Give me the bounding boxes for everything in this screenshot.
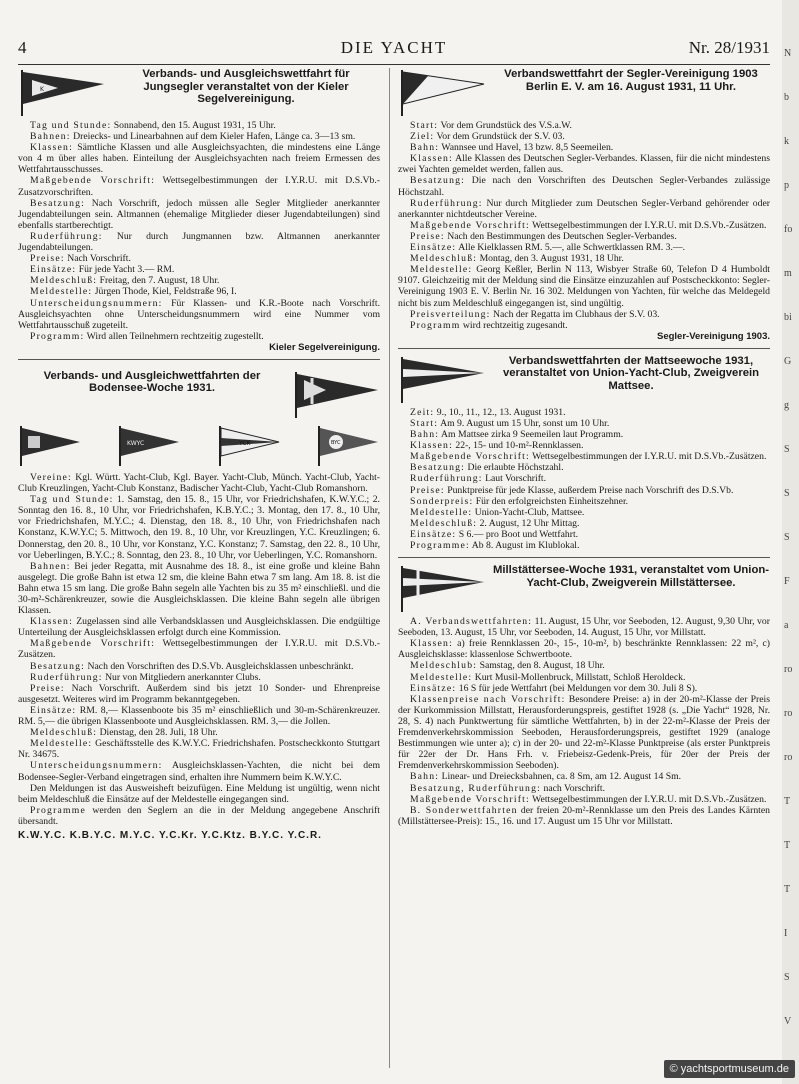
paragraph-text: Zugelassen sind alle Verbandsklassen und Ausgleichsklassen. Die endgültige Unterteilung der Ausgleichsklassen erfolgt durch eine Kommission. xyxy=(18,616,380,639)
byc-flag-label: BYC xyxy=(330,439,341,446)
strip-fragment: V xyxy=(784,1016,792,1027)
paragraph-text: Wettsegelbestimmungen der I.Y.R.U. mit D.S.Vb.-Zusätzen. xyxy=(529,451,767,463)
strip-fragment: bi xyxy=(784,312,792,323)
paragraph-text: Die nach den Vorschriften des Deutschen Segler-Verbandes zulässige Höchstzahl. xyxy=(398,175,770,198)
paragraph-label: Klassen: xyxy=(410,153,453,165)
paragraph-text: Vor dem Grundstück der S.V. 03. xyxy=(434,131,565,143)
paragraph-text: Nach Vorschrift, jedoch müssen alle Segler Mitglieder anerkannter Jugendabteilungen sein. Altmannen (ehemalige Mitglieder dieser Jugendabteilungen) sind ebenfalls startberechtigt. xyxy=(18,197,380,231)
paragraph-label: Meldeschluß: xyxy=(410,253,478,265)
berlin-paragraph xyxy=(398,120,770,131)
kiel-paragraph xyxy=(18,175,380,197)
paragraph-label: Preise: xyxy=(410,484,445,496)
mattsee-paragraph xyxy=(398,473,770,484)
millstatt-paragraph xyxy=(398,638,770,660)
millstatt-title: Millstättersee-Woche 1931, veranstaltet vom Union-Yacht-Club, Zweigverein Millstättersee. xyxy=(492,564,770,589)
paragraph-text: Wettsegelbestimmungen der I.Y.R.U. mit D.S.Vb.-Zusätzen. xyxy=(529,219,767,231)
kbyc-pennant-flag xyxy=(292,370,380,420)
paragraph-label: Meldestelle: xyxy=(410,264,473,276)
section-berlin xyxy=(398,68,770,342)
paragraph-label: Einsätze: xyxy=(410,682,457,694)
paragraph-text: Wettsegelbestimmungen der I.Y.R.U. mit D.S.Vb.-Zusätzen. xyxy=(18,638,380,661)
strip-fragment: ro xyxy=(784,752,793,763)
strip-fragment: a xyxy=(784,620,789,631)
paragraph-text: Am Mattsee zirka 9 Seemeilen laut Programm. xyxy=(439,429,624,441)
bodensee-paragraph xyxy=(18,616,380,638)
paragraph-text: 2. August, 12 Uhr Mittag. xyxy=(477,517,580,529)
kiel-paragraph xyxy=(18,264,380,275)
bodensee-paragraph xyxy=(18,672,380,683)
paragraph-text: Dienstag, den 28. Juli, 18 Uhr. xyxy=(97,727,218,739)
berlin-paragraph xyxy=(398,220,770,231)
svg-text:K: K xyxy=(40,86,44,93)
paragraph-label: Klassen: xyxy=(410,638,453,650)
berlin-paragraph xyxy=(398,198,770,220)
section-kiel xyxy=(18,68,380,353)
strip-fragment: S xyxy=(784,488,790,499)
paragraph-text: 16 S für jede Wettfahrt (bei Meldungen vor dem 30. Juli 8 S). xyxy=(456,682,698,694)
paragraph-label: Klassen: xyxy=(30,142,73,154)
paragraph-text: 11. August, 15 Uhr, vor Seeboden, 12. August, 9,30 Uhr, vor Seeboden, 13. August, 15 Uhr, vor Seeboden, 14. August, 15 Uhr, vor Millstatt. xyxy=(398,616,770,639)
strip-fragment: b xyxy=(784,92,789,103)
paragraph-label: A. Verbandswettfahrten: xyxy=(410,616,533,628)
bodensee-flag-row xyxy=(18,424,380,468)
paragraph-label: Meldestelle: xyxy=(410,671,473,683)
paragraph-label: Einsätze: xyxy=(410,528,457,540)
paragraph-label: Ruderführung: xyxy=(410,197,483,209)
paragraph-text: Kgl. Württ. Yacht-Club, Kgl. Bayer. Yacht-Club, Münch. Yacht-Club, Yacht-Club Kreuzlingen, Yacht-Club Konstanz, Badischer Yacht-Club, Yacht-Club Romanshorn. xyxy=(18,471,380,495)
paragraph-label: Meldeschluß: xyxy=(30,275,98,287)
paragraph-text: Montag, den 3. August 1931, 18 Uhr. xyxy=(477,253,624,265)
paragraph-label: Tag und Stunde: xyxy=(30,494,114,506)
paragraph-text: Union-Yacht-Club, Mattsee. xyxy=(472,506,585,518)
bodensee-paragraph xyxy=(18,760,380,782)
divider xyxy=(398,348,770,349)
paragraph-label: Besatzung: xyxy=(410,462,466,474)
paragraph-label: Klassen: xyxy=(410,440,453,452)
paragraph-label: Tag und Stunde: xyxy=(30,120,112,131)
bodensee-clubs-line: K.W.Y.C. K.B.Y.C. M.Y.C. Y.C.Kr. Y.C.Ktz. B.Y.C. Y.C.R. xyxy=(18,829,322,841)
kiel-paragraph xyxy=(18,253,380,264)
millstatt-paragraph xyxy=(398,683,770,694)
paragraph-text: Nach den Vorschriften des D.S.Vb. Ausgleichsklassen unbeschränkt. xyxy=(85,660,354,672)
berlin-paragraph xyxy=(398,175,770,197)
bodensee-paragraph xyxy=(18,805,380,827)
paragraph-label: Preise: xyxy=(410,230,445,242)
millstatt-paragraph xyxy=(398,805,770,827)
strip-fragment: p xyxy=(784,180,789,191)
berlin-paragraph xyxy=(398,309,770,320)
paragraph-text: Nur durch Mitglieder zum Deutschen Segler-Verband gehörender oder anerkannter nichtdeutscher Vereine. xyxy=(398,197,770,220)
issue-number: Nr. 28/1931 xyxy=(688,38,770,57)
paragraph-text: Den Meldungen ist das Ausweisheft beizufügen. Eine Meldung ist ungültig, wenn nicht beim Meldeschluß die Einsätze auf der Meldestelle eingegangen sind. xyxy=(18,782,380,805)
mycc-pennant-flag xyxy=(18,424,82,468)
masthead-title: DIE YACHT xyxy=(340,38,448,57)
paragraph-text: werden den Seglern an die in der Meldung angegebene Anschrift übersandt. xyxy=(18,804,380,827)
strip-fragment: S xyxy=(784,532,790,543)
left-column xyxy=(18,68,380,1068)
strip-fragment: ro xyxy=(784,708,793,719)
strip-fragment: I xyxy=(784,928,788,939)
bodensee-paragraph xyxy=(18,738,380,760)
paragraph-text: Die erlaubte Höchstzahl. xyxy=(465,462,564,474)
mattsee-paragraph xyxy=(398,496,770,507)
paragraph-label: Preisverteilung: xyxy=(410,308,491,320)
mattsee-paragraph xyxy=(398,485,770,496)
strip-fragment: F xyxy=(784,576,790,587)
paragraph-text: wird rechtzeitig zugesandt. xyxy=(460,319,568,331)
paragraph-label: Meldestelle: xyxy=(30,738,93,750)
paragraph-label: Preise: xyxy=(30,253,65,265)
berlin-signature: Segler-Vereinigung 1903. xyxy=(657,330,770,342)
kiel-paragraph xyxy=(18,131,380,142)
millstatt-paragraph xyxy=(398,771,770,782)
paragraph-label: Start: xyxy=(410,417,439,429)
paragraph-text: Nur von Mitgliedern anerkannter Clubs. xyxy=(102,671,261,683)
paragraph-text: Jürgen Thode, Kiel, Feldstraße 96, I. xyxy=(92,286,237,298)
byc-pennant-flag xyxy=(316,424,380,468)
bodensee-paragraph xyxy=(18,561,380,616)
kiel-paragraph xyxy=(18,275,380,286)
paragraph-text: Am 9. August um 15 Uhr, sonst um 10 Uhr. xyxy=(438,417,610,429)
paragraph-label: Maßgebende Vorschrift: xyxy=(30,638,156,650)
kwyc-flag-label: KWYC xyxy=(127,439,145,447)
yck-pennant-flag xyxy=(217,424,281,468)
paragraph-text: Alle Kielklassen RM. 5.—, alle Schwertklassen RM. 3.—. xyxy=(456,242,686,254)
paragraph-label: Unterscheidungsnummern: xyxy=(30,760,163,772)
paragraph-text: 9., 10., 11., 12., 13. August 1931. xyxy=(434,406,566,418)
paragraph-text: Linear- und Dreiecksbahnen, ca. 8 Sm, am 12. August 14 Sm. xyxy=(439,771,682,783)
berlin-paragraph xyxy=(398,153,770,175)
paragraph-text: Freitag, den 7. August, 18 Uhr. xyxy=(97,275,220,287)
berlin-paragraph xyxy=(398,142,770,153)
kiel-paragraph xyxy=(18,231,380,253)
paragraph-label: Meldeschluß: xyxy=(30,727,98,739)
paragraph-label: Meldestelle: xyxy=(410,506,473,518)
paragraph-text: Nach Vorschrift. xyxy=(64,253,131,265)
paragraph-label: Unterscheidungsnummern: xyxy=(30,297,163,309)
paragraph-text: Für Klassen- und K.R.-Boote nach Vorschrift. Ausgleichsyachten ohne Unterscheidungsnummern wird eine Nummer vom Wettfahrtausschuß zugeteilt. xyxy=(18,297,380,331)
section-millstatt xyxy=(398,564,770,827)
paragraph-text: Laut Vorschrift. xyxy=(482,473,547,485)
millstatt-paragraph xyxy=(398,616,770,638)
bodensee-paragraph xyxy=(18,783,380,805)
yck-flag-label: YCK xyxy=(238,439,251,447)
mattsee-paragraph xyxy=(398,451,770,462)
millstatt-paragraph xyxy=(398,694,770,772)
mattsee-paragraph xyxy=(398,407,770,418)
paragraph-label: Bahnen: xyxy=(30,131,71,143)
paragraph-text: a) freie Rennklassen 20-, 15-, 10-m², b) beschränkte Rennklassen: 22 m², c) Ausgleichsklasse: klassenlose Schwertboote. xyxy=(398,638,770,661)
paragraph-label: Sonderpreis: xyxy=(410,495,474,507)
section-mattsee xyxy=(398,355,770,551)
strip-fragment: ro xyxy=(784,664,793,675)
paragraph-text: Ab 8. August im Klublokal. xyxy=(469,540,580,551)
berlin-body xyxy=(398,120,770,331)
paragraph-text: Dreiecks- und Linearbahnen auf dem Kieler Hafen, Länge ca. 3—13 sm. xyxy=(70,131,356,143)
millstatt-body xyxy=(398,616,770,827)
page-number: 4 xyxy=(18,38,27,57)
sv03-pennant-flag xyxy=(398,68,486,118)
kiel-title: Verbands- und Ausgleichswettfahrt für Jungsegler veranstaltet von der Kieler Segelvereinigung. xyxy=(142,68,350,105)
strip-fragment: T xyxy=(784,840,791,851)
kiel-paragraph xyxy=(18,198,380,231)
paragraph-text: Nur durch Jungmannen bzw. Altmannen anerkannter Jugendabteilungen. xyxy=(18,230,380,254)
kiel-paragraph xyxy=(18,286,380,297)
paragraph-label: Klassenpreise nach Vorschrift: xyxy=(410,693,566,705)
paragraph-text: Geschäftsstelle des K.W.Y.C. Friedrichshafen. Postscheckkonto Stuttgart Nr. 34675. xyxy=(18,738,380,761)
paragraph-label: Programm: xyxy=(30,330,85,342)
paragraph-label: Vereine: xyxy=(30,471,72,483)
mattsee-paragraph xyxy=(398,429,770,440)
paragraph-label: Besatzung: xyxy=(410,175,466,187)
mattsee-paragraph xyxy=(398,462,770,473)
strip-fragment: S xyxy=(784,444,790,455)
paragraph-label: Bahn: xyxy=(410,429,440,441)
paragraph-label: Programme: xyxy=(410,540,470,551)
paragraph-label: Start: xyxy=(410,120,439,131)
berlin-paragraph xyxy=(398,264,770,308)
paragraph-label: Besatzung, Ruderführung: xyxy=(410,782,542,794)
paragraph-label: Maßgebende Vorschrift: xyxy=(30,175,156,187)
paragraph-label: Meldestelle: xyxy=(30,286,93,298)
strip-fragment: S xyxy=(784,972,790,983)
paragraph-label: Maßgebende Vorschrift: xyxy=(410,219,530,231)
paragraph-label: Einsätze: xyxy=(410,242,457,254)
paragraph-text: Bei jeder Regatta, mit Ausnahme des 18. 8., ist eine große und kleine Bahn ausgelegt. Die große Bahn ist etwa 12 sm, die kleine Bahn etwa 7 sm lang. Am 18. 8. ist die Bahn etwa 15 sm lang. Die große Bahn segeln alle Yachten bis zu 35 m² einschließl. und die 30-m²-Schärenkreuzer, sowie die Ausgleichsklassen. Die kleine Bahn segeln alle übrigen Klassen. xyxy=(18,560,380,617)
paragraph-label: B. Sonderwettfahrten xyxy=(410,804,518,816)
paragraph-text: Alle Klassen des Deutschen Segler-Verbandes. Klassen, für die nicht mindestens zwei Yachten gemeldet werden, fallen aus. xyxy=(398,153,770,176)
kiel-paragraph xyxy=(18,120,380,131)
watermark: © yachtsportmuseum.de xyxy=(664,1060,795,1078)
paragraph-text: Für den erfolgreichsten Einheitszehner. xyxy=(473,495,629,507)
paragraph-label: Einsätze: xyxy=(30,264,77,276)
paragraph-label: Maßgebende Vorschrift: xyxy=(410,793,530,805)
bodensee-paragraph xyxy=(18,661,380,672)
paragraph-label: Zeit: xyxy=(410,406,435,418)
divider xyxy=(18,359,380,360)
paragraph-label: Meldeschlub: xyxy=(410,660,478,672)
column-separator xyxy=(389,68,390,1068)
paragraph-text: Wettsegelbestimmungen der I.Y.R.U. mit D.S.Vb.-Zusätzen. xyxy=(529,793,767,805)
berlin-title: Verbandswettfahrt der Segler-Vereinigung 1903 Berlin E. V. am 16. August 1931, 11 Uhr. xyxy=(504,68,758,93)
millstatt-paragraph xyxy=(398,783,770,794)
uyc-millstatt-pennant-flag xyxy=(398,564,486,614)
paragraph-text: 1. Samstag, den 15. 8., 15 Uhr, vor Friedrichshafen, K.W.Y.C.; 2. Sonntag den 16. 8., 10 Uhr, vor Friedrichshafen, K.B.Y.C.; 3. Montag, den 17. 8., 10 Uhr, vor Friedrichshafen, M.Y.C.; 4. Dienstag, den 18. 8., 10 Uhr, von Friedrichshafen nach Konstanz, K.W.Y.C; 5. Mittwoch, den 19. 8., 10 Uhr, vor Kreuzlingen, Y.C. Kreuzlingen; 6. Donnerstag, den 20. 8., 10 Uhr, vor Konstanz, Y.C. Konstanz; 7. Samstag, den 22. 8., 10 Uhr, vor Ueberlingen, B.Y.C.; 8. Sonntag, den 23. 8., 10 Uhr, vor Ueberlingen, Y.C. Romanshorn. xyxy=(18,494,380,561)
berlin-paragraph xyxy=(398,231,770,242)
paragraph-label: Meldeschluß: xyxy=(410,517,478,529)
paragraph-label: Bahn: xyxy=(410,142,440,154)
adjacent-page-edge xyxy=(782,0,799,1084)
paragraph-text: Samstag, den 8. August, 18 Uhr. xyxy=(477,660,605,672)
mattsee-paragraph xyxy=(398,518,770,529)
berlin-paragraph xyxy=(398,131,770,142)
bodensee-paragraph xyxy=(18,705,380,727)
strip-fragment: T xyxy=(784,796,791,807)
strip-fragment: G xyxy=(784,356,792,367)
paragraph-text: Besondere Preise: a) in der 20-m²-Klasse der Preis der Kurkommission Millstatt, Herausforderungspreis, gestiftet 1928 (s. „Die Yacht“ 1928, Nr. 28, S. 4) nach Punktwertung für sämtliche Wettfahrten, b) in der 22-m²-Klasse der Preis der Fremdenverkehrskommission Seeboden, Herausforderungspreis, gestiftet 1929 (analoge Bestimmungen wie unter a); c) in der 20- und 22-m²-Klasse Punktpreise (als erster Punktpreis für 22er der Dr. Hans Frh. v. Friebeisz-Gedenk-Preis, für 20er der Preis der Fremdenverkehrskommission Seeboden). xyxy=(398,693,771,772)
paragraph-label: Bahn: xyxy=(410,771,440,783)
strip-fragment: m xyxy=(784,268,792,279)
bodensee-paragraph xyxy=(18,638,380,660)
bodensee-title: Verbands- und Ausgleichwettfahrten der Bodensee-Woche 1931. xyxy=(43,369,261,395)
strip-fragment: fo xyxy=(784,224,793,235)
berlin-paragraph xyxy=(398,253,770,264)
strip-fragment: k xyxy=(784,136,789,147)
bodensee-paragraph xyxy=(18,683,380,705)
paragraph-text: Punktpreise für jede Klasse, außerdem Preise nach Vorschrift des D.S.Vb. xyxy=(444,484,734,496)
mattsee-paragraph xyxy=(398,529,770,540)
strip-fragment: T xyxy=(784,884,791,895)
mattsee-paragraph xyxy=(398,540,770,551)
bodensee-body xyxy=(18,472,380,827)
paragraph-text: Georg Keßler, Berlin N 113, Wisbyer Straße 60, Telefon D 4 Humboldt 9107. Gleichzeitig mit der Meldung sind die Einsätze einzuzahlen auf Postscheckkonto: Segler-Vereinigung 1903 E. V. Berlin Nr. 16 302. Meldungen von Yachten, für welche das Meldegeld nicht bis zum Meldeschluß eingegangen ist, sind ungültig. xyxy=(398,264,770,309)
kiel-paragraph xyxy=(18,298,380,331)
paragraph-text: Wannsee und Havel, 13 bzw. 8,5 Seemeilen. xyxy=(439,142,614,154)
paragraph-text: RM. 8,— Klassenboote bis 35 m² einschließlich und 30-m-Schärenkreuzer. RM. 5,— die übrigen Klassenboote und Ausgleichsklassen. RM. 3,— die Jollen. xyxy=(18,704,380,728)
header-rule xyxy=(18,64,770,65)
paragraph-label: Besatzung: xyxy=(30,660,86,672)
kiel-paragraph xyxy=(18,331,380,342)
paragraph-text: Ausgleichsklassen-Yachten, die nicht bei dem Bodensee-Segler-Verband eingetragen sind, erhalten ihre Nummern beim K.W.Y.C. xyxy=(18,760,380,783)
paragraph-text: Vor dem Grundstück des V.S.a.W. xyxy=(438,120,572,131)
paragraph-label: Preise: xyxy=(30,682,65,694)
paragraph-label: Programme xyxy=(30,804,86,816)
paragraph-label: Ruderführung: xyxy=(30,671,103,683)
paragraph-text: Kurt Musil-Mollenbruck, Millstatt, Schloß Heroldeck. xyxy=(472,671,686,683)
paragraph-text: Nach Vorschrift. Außerdem sind bis jetzt 10 Sonder- und Ehrenpreise ausgesetzt. Weiteres wird im Programm bekanntgegeben. xyxy=(18,682,380,705)
paragraph-text: Sämtliche Klassen und alle Ausgleichsyachten, die mindestens eine Länge von 4 m über alles haben. Einteilung der Ausgleichsyachten nach freiem Ermessen des Wettfahrtausschusses. xyxy=(18,142,380,176)
right-column xyxy=(398,68,770,1068)
paragraph-text: Nach der Regatta im Clubhaus der S.V. 03. xyxy=(490,308,660,320)
paragraph-text: Wettsegelbestimmungen der I.Y.R.U. mit D.S.Vb.-Zusatzvorschriften. xyxy=(18,175,380,198)
paragraph-label: Ruderführung: xyxy=(30,230,103,242)
kiel-body xyxy=(18,120,380,342)
kiel-paragraph xyxy=(18,142,380,175)
millstatt-paragraph xyxy=(398,672,770,683)
paragraph-label: Klassen: xyxy=(30,616,73,628)
paragraph-text: Wird allen Teilnehmern rechtzeitig zugestellt. xyxy=(84,330,264,342)
paragraph-text: Für jede Yacht 3.— RM. xyxy=(76,264,175,276)
kwyc-pennant-flag xyxy=(117,424,181,468)
mattsee-paragraph xyxy=(398,507,770,518)
paragraph-text: der freien 20-m²-Rennklasse um den Preis des Landes Kärnten (Millstättersee-Preis): 15., 16. und 17. August um 15 Uhr vor Millstatt. xyxy=(398,804,771,827)
paragraph-label: Ziel: xyxy=(410,131,435,143)
paragraph-label: Bahnen: xyxy=(30,560,71,572)
strip-fragment: N xyxy=(784,48,792,59)
mattsee-body xyxy=(398,407,770,551)
divider xyxy=(398,557,770,558)
strip-fragment: g xyxy=(784,400,789,411)
millstatt-paragraph xyxy=(398,794,770,805)
bodensee-paragraph xyxy=(18,494,380,561)
paragraph-label: Ruderführung: xyxy=(410,473,483,485)
mattsee-title: Verbandswettfahrten der Mattseewoche 1931, veranstaltet von Union-Yacht-Club, Zweigverein Mattsee. xyxy=(502,354,760,392)
uyc-mattsee-pennant-flag xyxy=(398,355,486,405)
berlin-paragraph xyxy=(398,242,770,253)
paragraph-label: Maßgebende Vorschrift: xyxy=(410,451,530,463)
berlin-paragraph xyxy=(398,320,770,331)
paragraph-text: Sonnabend, den 15. August 1931, 15 Uhr. xyxy=(111,120,276,131)
bodensee-paragraph xyxy=(18,472,380,494)
section-bodensee xyxy=(18,370,380,841)
paragraph-text: S 6.— pro Boot und Wettfahrt. xyxy=(456,528,579,540)
mattsee-paragraph xyxy=(398,440,770,451)
paragraph-label: Programm xyxy=(410,319,461,331)
kiel-signature: Kieler Segelvereinigung. xyxy=(269,341,380,353)
kiel-pennant-flag xyxy=(18,68,106,118)
bodensee-paragraph xyxy=(18,727,380,738)
paragraph-label: Besatzung: xyxy=(30,197,86,209)
millstatt-paragraph xyxy=(398,660,770,671)
page-header xyxy=(18,38,770,62)
paragraph-text: 22-, 15- und 10-m²-Rennklassen. xyxy=(452,440,584,452)
paragraph-label: Einsätze: xyxy=(30,704,77,716)
mattsee-paragraph xyxy=(398,418,770,429)
paragraph-text: nach Vorschrift. xyxy=(541,782,605,794)
paragraph-text: Nach den Bestimmungen des Deutschen Segler-Verbandes. xyxy=(444,230,677,242)
